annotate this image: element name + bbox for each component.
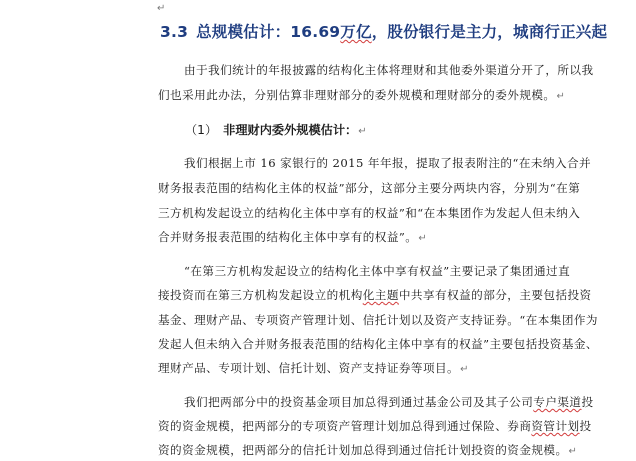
paragraph-3-line-3: 基金、理财产品、专项资产管理计划、信托计划以及资产支持证券。“在本集团作为 [158,313,598,327]
subheading-text: 非理财内委外规模估计： [223,123,358,137]
paragraph-2-line-4: 合并财务报表范围的结构化主体中享有的权益”。↵ [158,230,428,244]
paragraph-3-line-2: 接投资而在第三方机构发起设立的机构化主题中共享有权益的部分，主要包括投资 [158,288,592,302]
heading-text-a: 总规模估计：16.69 [196,23,341,41]
heading-text-b: 万亿 [340,23,372,41]
section-number: 3.3 [160,23,189,41]
section-heading [160,20,607,42]
paragraph-3-line-5: 理财产品、专项计划、信托计划、资产支持证券等项目。↵ [158,361,469,375]
paragraph-4-line-2: 资的资金规模，把两部分的专项资产管理计划加总得到通过保险、券商资管计划投 [158,419,592,433]
paragraph-2-line-2: 财务报表范围的结构化主体的权益”部分，这部分主要分两块内容，分别为“在第 [158,181,581,195]
paragraph-mark: ↵ [157,3,166,14]
subheading-prefix: （1） [185,123,218,137]
subheading: （1） 非理财内委外规模估计：↵ [185,123,367,137]
paragraph-4-line-3: 资的资金规模，把两部分的信托计划加总得到通过信托计划投资的资金规模。↵ [158,443,578,457]
paragraph-1-line-2: 们也采用此办法，分别估算非理财部分的委外规模和理财部分的委外规模。↵ [158,88,566,102]
paragraph-2-line-3: 三方机构发起设立的结构化主体中享有的权益”和“在本集团作为发起人但未纳入 [158,206,581,220]
paragraph-3-line-4: 发起人但未纳入合并财务报表范围的结构化主体中享有的权益”主要包括投资基金、 [158,337,598,351]
paragraph-3-line-1: “在第三方机构发起设立的结构化主体中享有权益”主要记录了集团通过直 [184,264,571,278]
paragraph-4-line-1: 我们把两部分中的投资基金项目加总得到通过基金公司及其子公司专户渠道投 [184,395,594,409]
paragraph-2-line-1: 我们根据上市 16 家银行的 2015 年年报，提取了报表附注的“在未纳入合并 [184,156,592,170]
paragraph-1-line-1: 由于我们统计的年报披露的结构化主体将理财和其他委外渠道分开了，所以我 [184,63,594,77]
heading-text-c: ，股份银行是主力，城商行正兴起 [371,23,608,41]
